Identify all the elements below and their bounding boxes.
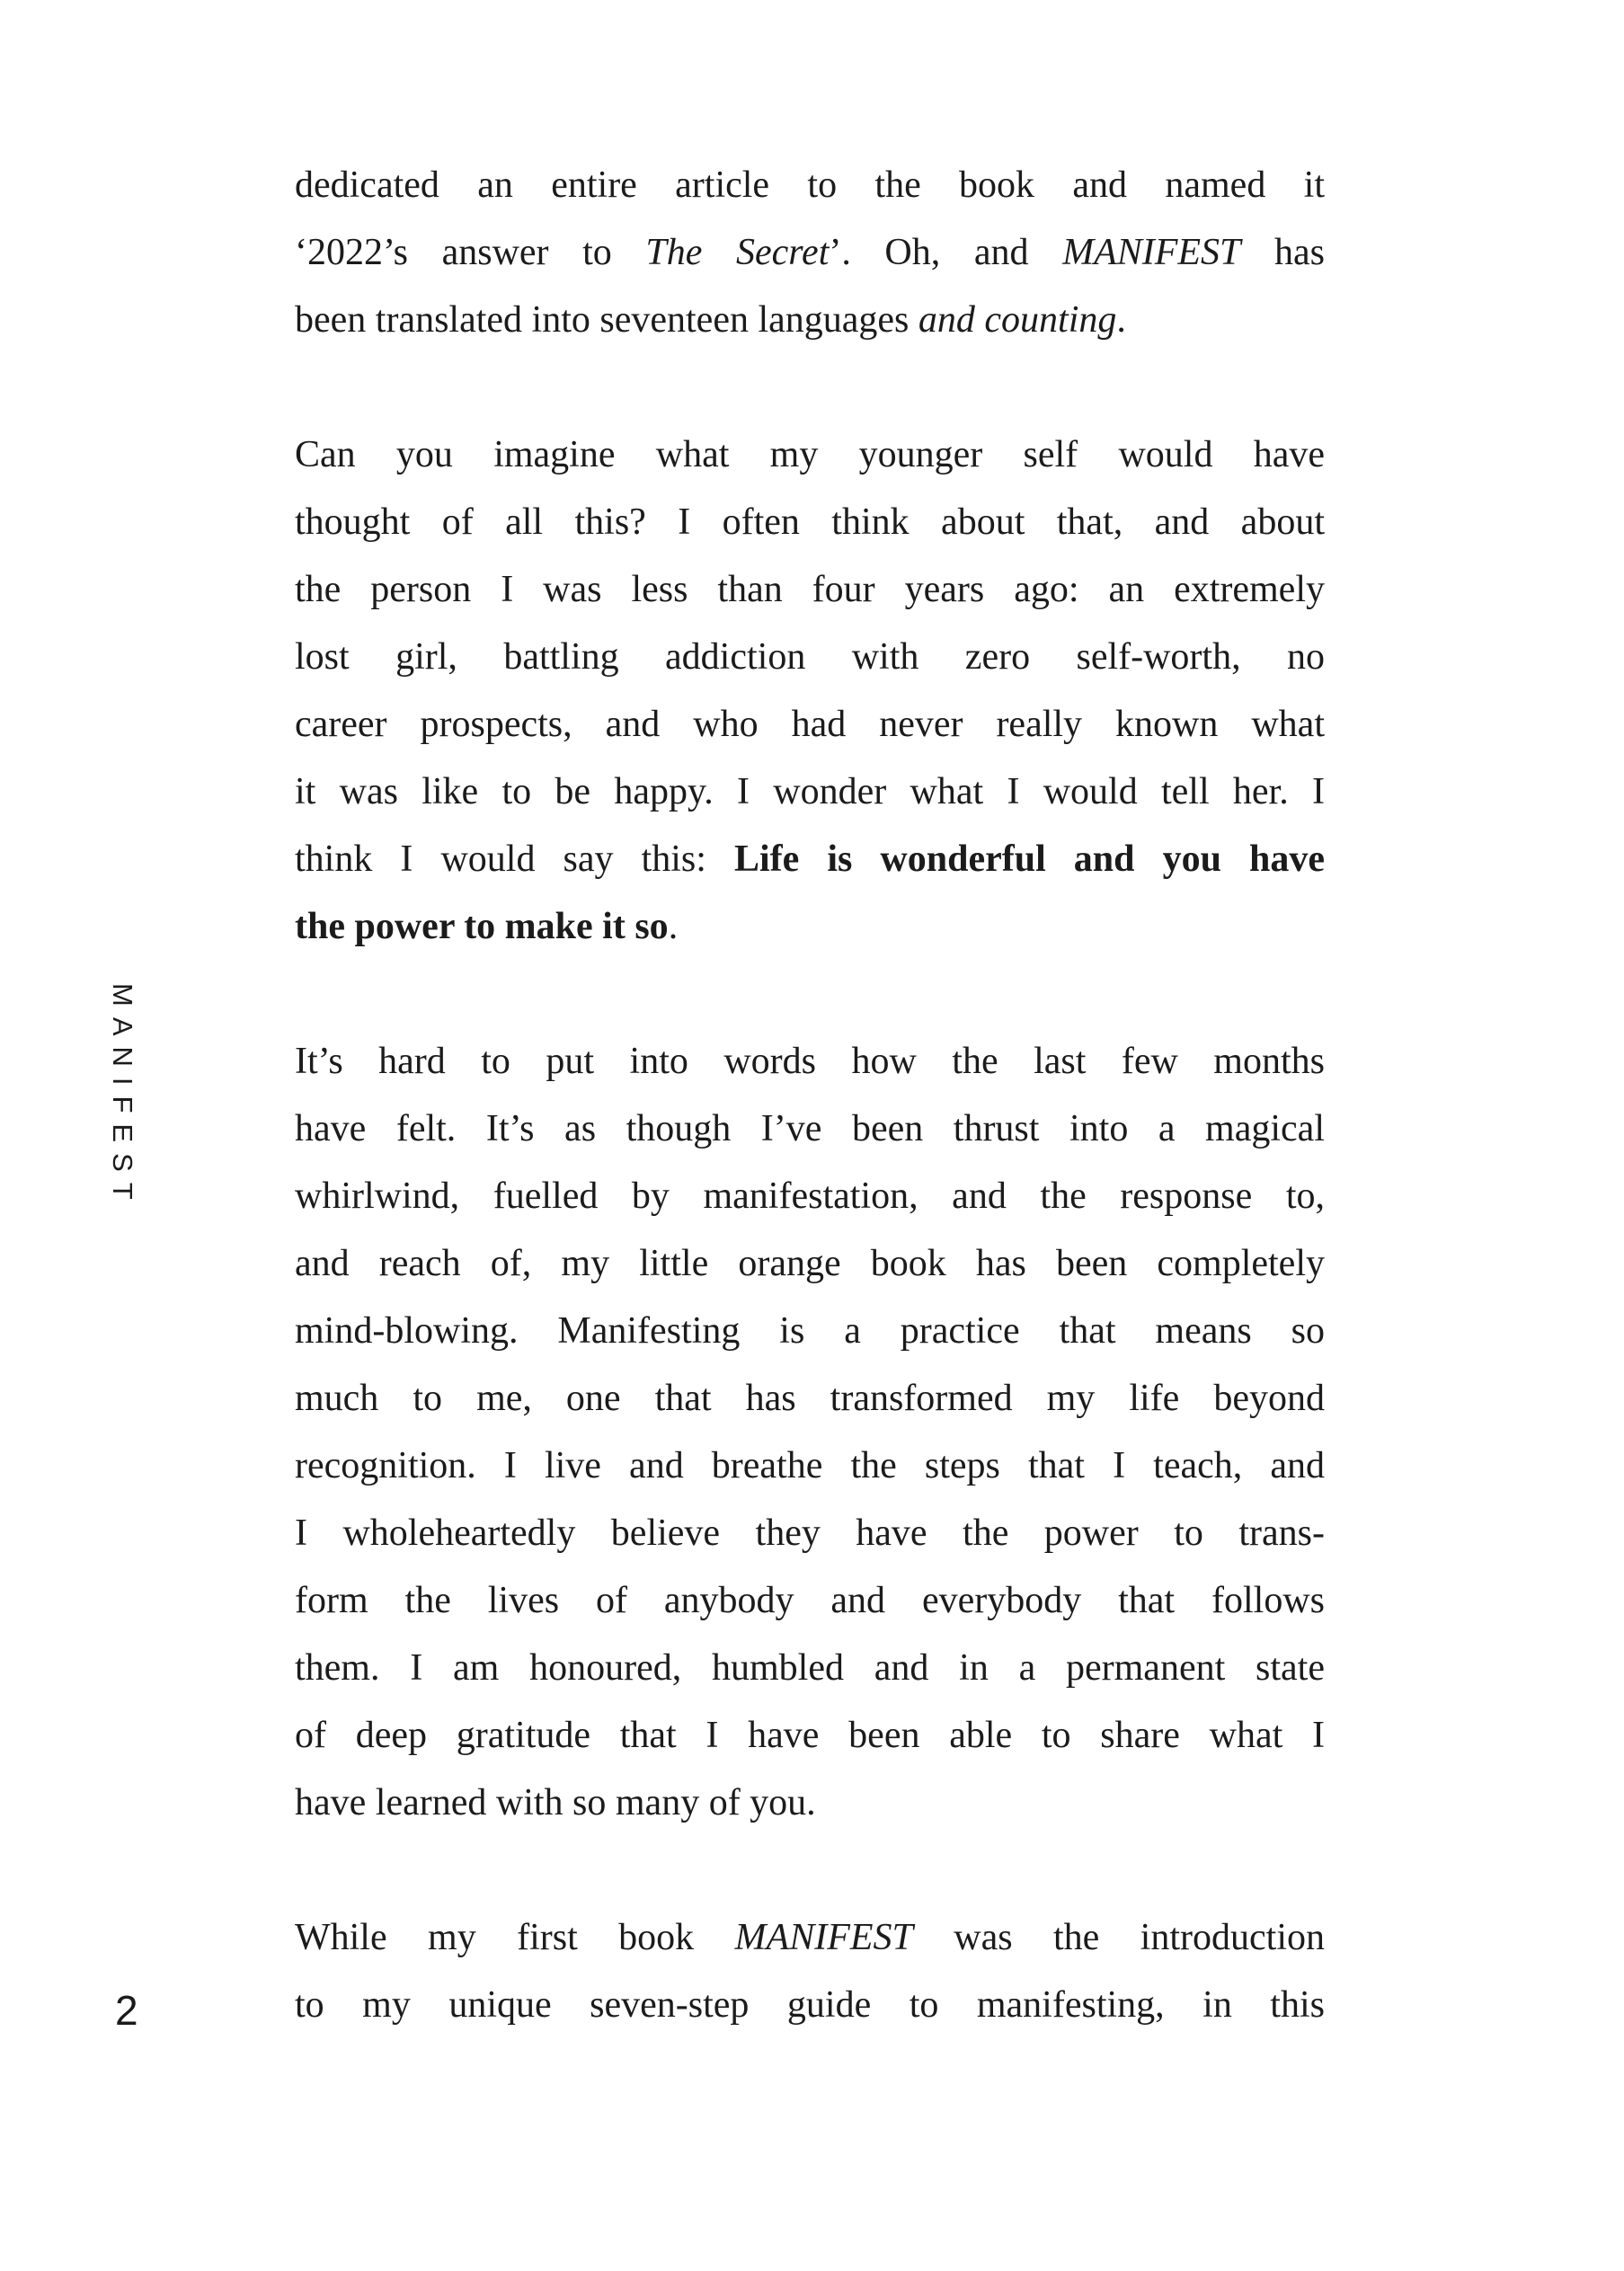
text-segment: them. I am honoured, humbled and in a permanent state bbox=[295, 1647, 1325, 1689]
text-line bbox=[295, 421, 1325, 489]
text-segment: much to me, one that has transformed my life beyond bbox=[295, 1378, 1325, 1419]
text-line bbox=[295, 219, 1325, 287]
text-line bbox=[295, 1770, 1325, 1837]
text-segment: been translated into seventeen languages bbox=[295, 299, 918, 341]
text-segment: to my unique seven-step guide to manifesting, in this bbox=[295, 1984, 1325, 2026]
italic-text: MANIFEST bbox=[1062, 232, 1241, 273]
text-segment: It’s hard to put into words how the last few months bbox=[295, 1041, 1325, 1082]
text-segment: While my first book bbox=[295, 1917, 735, 1958]
text-line bbox=[295, 1500, 1325, 1567]
text-line bbox=[295, 1163, 1325, 1230]
text-segment: lost girl, battling addiction with zero self-worth, no bbox=[295, 636, 1325, 678]
text-segment: mind-blowing. Manifesting is a practice that means so bbox=[295, 1310, 1325, 1352]
text-line bbox=[295, 1702, 1325, 1770]
bold-text: Life is wonderful and you have bbox=[733, 838, 1325, 880]
bold-text: the power to make it so bbox=[295, 906, 669, 947]
text-line bbox=[295, 826, 1325, 893]
text-line bbox=[295, 1635, 1325, 1702]
text-segment: ‘2022’s answer to bbox=[295, 232, 646, 273]
text-line bbox=[295, 1433, 1325, 1500]
text-segment: thought of all this? I often think about that, and about bbox=[295, 501, 1325, 543]
text-line bbox=[295, 758, 1325, 826]
italic-text: MANIFEST bbox=[734, 1917, 913, 1958]
text-line bbox=[295, 1096, 1325, 1163]
body-text bbox=[295, 152, 1325, 2039]
text-line bbox=[295, 1230, 1325, 1298]
text-segment: have felt. It’s as though I’ve been thrust into a magical bbox=[295, 1108, 1325, 1149]
text-line bbox=[295, 691, 1325, 758]
text-segment: Can you imagine what my younger self would have bbox=[295, 434, 1325, 475]
text-segment: dedicated an entire article to the book and named it bbox=[295, 164, 1325, 206]
text-line bbox=[295, 893, 1325, 961]
page-number: 2 bbox=[115, 1987, 138, 2034]
text-segment: career prospects, and who had never really known what bbox=[295, 704, 1325, 745]
text-segment: have learned with so many of you. bbox=[295, 1782, 816, 1823]
text-line bbox=[295, 1904, 1325, 1972]
text-segment: form the lives of anybody and everybody that follows bbox=[295, 1580, 1325, 1621]
text-segment: ’. Oh, and bbox=[829, 232, 1063, 273]
text-line bbox=[295, 287, 1325, 354]
text-segment: has bbox=[1240, 232, 1325, 273]
text-line bbox=[295, 1567, 1325, 1635]
text-line bbox=[295, 1298, 1325, 1365]
paragraph bbox=[295, 1904, 1325, 2039]
text-segment: was the introduction bbox=[912, 1917, 1325, 1958]
paragraph bbox=[295, 421, 1325, 961]
text-line bbox=[295, 556, 1325, 624]
text-segment: I wholeheartedly believe they have the power to trans- bbox=[295, 1513, 1325, 1554]
text-line bbox=[295, 624, 1325, 691]
text-line bbox=[295, 152, 1325, 219]
text-segment: the person I was less than four years ago: an extremely bbox=[295, 569, 1325, 610]
text-line bbox=[295, 1365, 1325, 1433]
italic-text: and counting bbox=[918, 299, 1117, 341]
text-segment: think I would say this: bbox=[295, 838, 734, 880]
text-segment: . bbox=[1116, 299, 1126, 341]
spine-title: MANIFEST bbox=[107, 983, 138, 1211]
text-line bbox=[295, 1972, 1325, 2039]
text-segment: recognition. I live and breathe the steps that I teach, and bbox=[295, 1445, 1325, 1486]
text-segment: whirlwind, fuelled by manifestation, and the response to, bbox=[295, 1175, 1325, 1217]
text-segment: and reach of, my little orange book has been completely bbox=[295, 1243, 1325, 1284]
text-line bbox=[295, 1028, 1325, 1096]
italic-text: The Secret bbox=[645, 232, 830, 273]
paragraph bbox=[295, 152, 1325, 354]
text-segment: of deep gratitude that I have been able to share what I bbox=[295, 1715, 1325, 1756]
paragraph bbox=[295, 1028, 1325, 1837]
text-segment: . bbox=[668, 906, 679, 947]
text-line bbox=[295, 489, 1325, 556]
text-segment: it was like to be happy. I wonder what I would tell her. I bbox=[295, 771, 1325, 812]
